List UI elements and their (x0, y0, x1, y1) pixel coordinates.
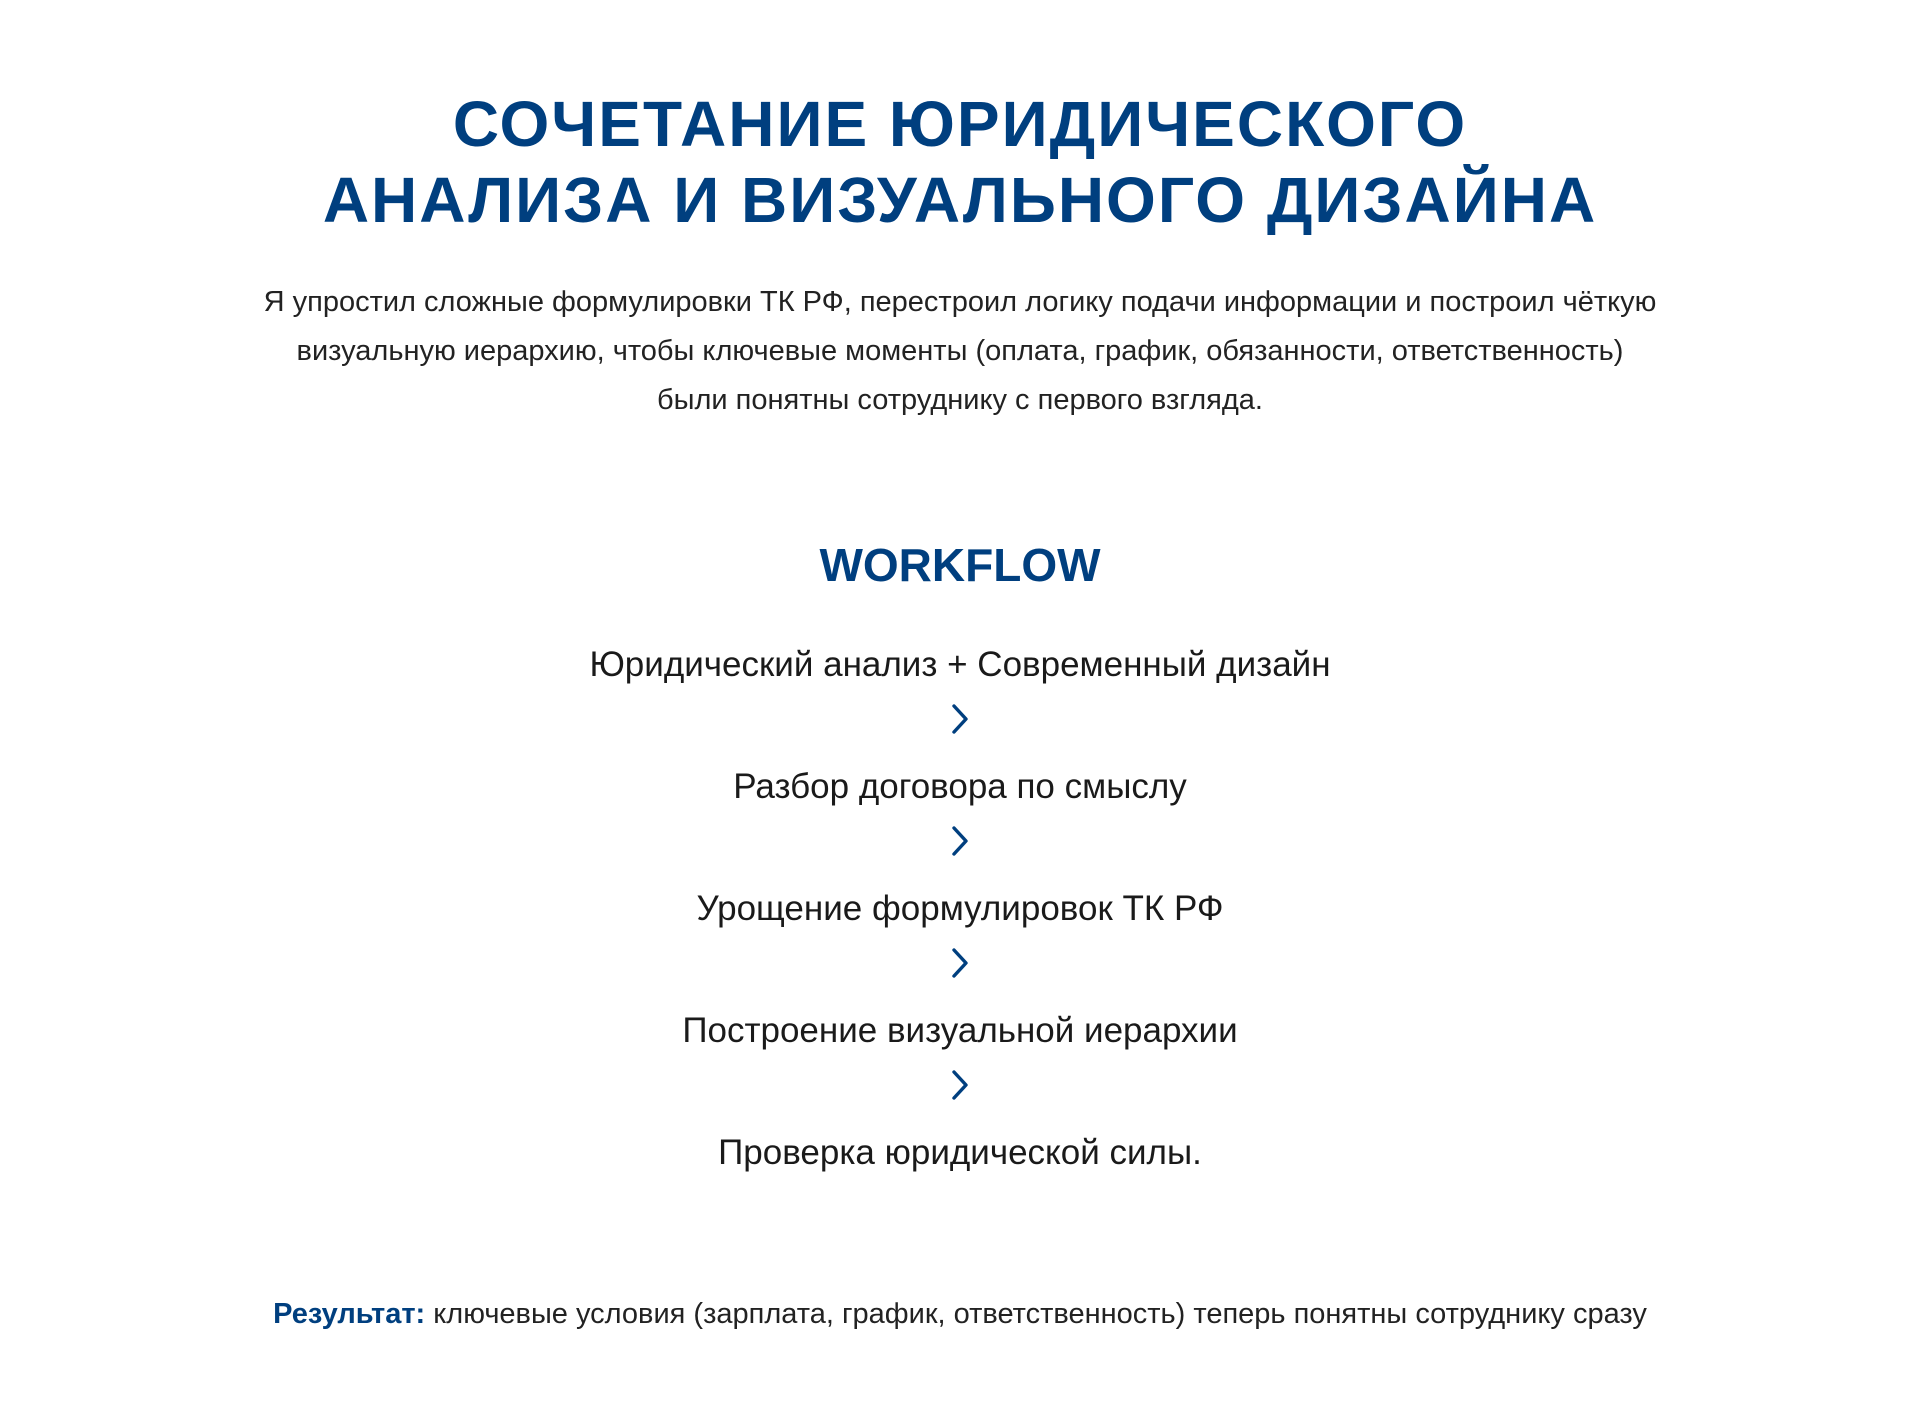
result-text: ключевые условия (зарплата, график, ответственность) теперь понятны сотруднику сразу (425, 1298, 1647, 1330)
result-statement (0, 1294, 1920, 1334)
workflow-title: WORKFLOW (819, 539, 1101, 591)
page-title-line-2: АНАЛИЗА И ВИЗУАЛЬНОГО ДИЗАЙНА (322, 164, 1598, 236)
chevron-right-icon (0, 702, 1920, 762)
chevron-right-icon (0, 824, 1920, 884)
intro-line-2: визуальную иерархию, чтобы ключевые моменты (оплата, график, обязанности, ответственность) (296, 335, 1624, 367)
workflow-step-4: Построение визуальной иерархии (682, 1011, 1238, 1050)
page-title-line-1: СОЧЕТАНИЕ ЮРИДИЧЕСКОГО (452, 88, 1468, 160)
chevron-right-icon (0, 1068, 1920, 1128)
workflow-step-5: Проверка юридической силы. (718, 1133, 1202, 1172)
workflow-steps (0, 640, 1920, 1190)
intro-line-1: Я упростил сложные формулировки ТК РФ, перестроил логику подачи информации и построил чёткую (263, 286, 1657, 318)
chevron-right-icon (0, 946, 1920, 1006)
workflow-step-3: Урощение формулировок ТК РФ (696, 889, 1224, 928)
workflow-step-1: Юридический анализ + Современный дизайн (589, 645, 1331, 684)
intro-line-3: были понятны сотруднику с первого взгляда. (657, 384, 1263, 416)
workflow-step-2: Разбор договора по смыслу (733, 767, 1187, 806)
page-title (0, 86, 1920, 238)
intro-paragraph (0, 278, 1920, 425)
result-label: Результат: (273, 1298, 426, 1330)
